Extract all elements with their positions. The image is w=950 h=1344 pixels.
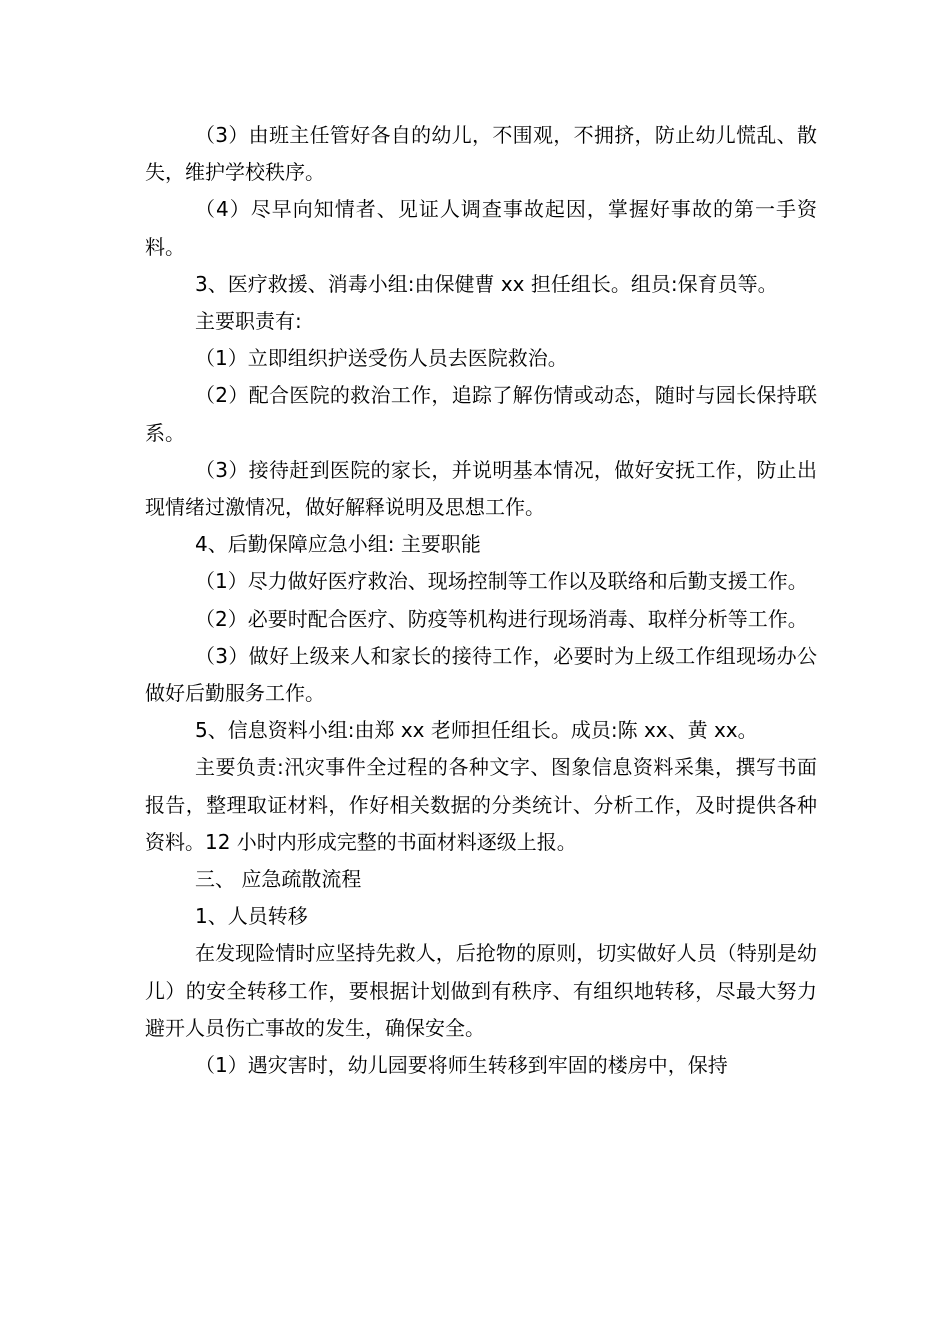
paragraph-transfer-principle: 在发现险情时应坚持先救人，后抢物的原则，切实做好人员（特别是幼儿）的安全转移工作，要根据计划做到有秩序、有组织地转移，尽最大努力避开人员伤亡事故的发生，确保安全。 [145, 941, 817, 1040]
document-body [145, 117, 817, 1084]
paragraph-medical-rescue-group: 3、医疗救援、消毒小组:由保健曹 xx 担任组长。组员:保育员等。 [195, 271, 778, 296]
paragraph-main-duties-heading: 主要职责有: [195, 309, 302, 334]
paragraph-information-duties: 主要负责:汛灾事件全过程的各种文字、图象信息资料采集，撰写书面报告，整理取证材料，作好相关数据的分类统计、分析工作，及时提供各种资料。12 小时内形成完整的书面材料逐级上报。 [145, 755, 817, 854]
section-heading-evacuation: 三、 应急疏散流程 [195, 867, 362, 892]
subheading-personnel-transfer: 1、人员转移 [195, 904, 308, 929]
paragraph-duty-3-class-teacher: （3）由班主任管好各自的幼儿，不围观，不拥挤，防止幼儿慌乱、散失，维护学校秩序。 [145, 123, 817, 185]
paragraph-duty-4-investigate: （4）尽早向知情者、见证人调查事故起因，掌握好事故的第一手资料。 [145, 197, 817, 259]
paragraph-transfer-step-1: （1）遇灾害时，幼儿园要将师生转移到牢固的楼房中，保持 [195, 1053, 728, 1078]
paragraph-medical-duty-1: （1）立即组织护送受伤人员去医院救治。 [195, 346, 568, 371]
paragraph-medical-duty-2: （2）配合医院的救治工作，追踪了解伤情或动态，随时与园长保持联系。 [145, 383, 817, 445]
paragraph-logistics-duty-1: （1）尽力做好医疗救治、现场控制等工作以及联络和后勤支援工作。 [195, 569, 808, 594]
paragraph-logistics-group: 4、后勤保障应急小组: 主要职能 [195, 532, 481, 557]
paragraph-information-group: 5、信息资料小组:由郑 xx 老师担任组长。成员:陈 xx、黄 xx。 [195, 718, 758, 743]
paragraph-logistics-duty-3: （3）做好上级来人和家长的接待工作，必要时为上级工作组现场办公做好后勤服务工作。 [145, 643, 817, 706]
paragraph-medical-duty-3: （3）接待赶到医院的家长，并说明基本情况，做好安抚工作，防止出现情绪过激情况，做好解释说明及思想工作。 [145, 457, 817, 520]
paragraph-logistics-duty-2: （2）必要时配合医疗、防疫等机构进行现场消毒、取样分析等工作。 [195, 606, 808, 631]
